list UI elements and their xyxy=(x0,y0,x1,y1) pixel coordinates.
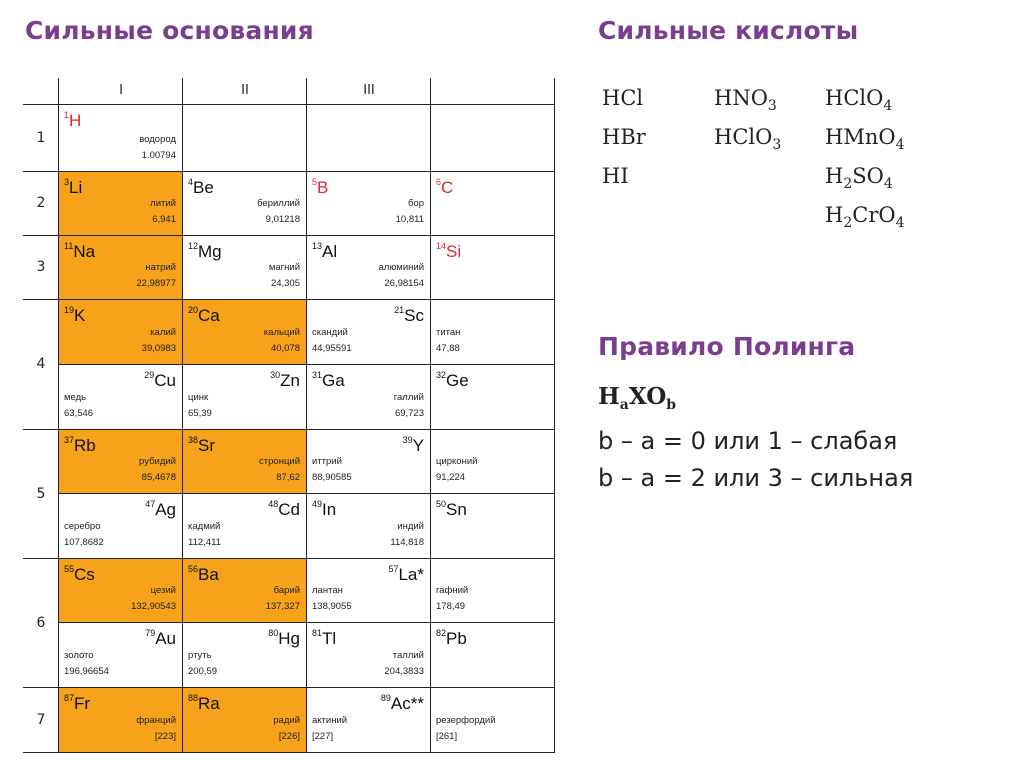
element-symbol: $^{48}$Cd xyxy=(268,499,300,519)
period-number: 2 xyxy=(36,195,46,211)
element-symbol: $^{32}$Ge xyxy=(436,370,469,390)
element-symbol: $^4$Be xyxy=(188,177,214,197)
element-cell xyxy=(431,365,555,430)
element-symbol: $^{19}$K xyxy=(64,305,86,325)
element-cell xyxy=(59,688,183,753)
element-cell xyxy=(59,105,183,172)
element-symbol: $^{80}$Hg xyxy=(268,628,300,648)
rule-weak: b – a = 0 или 1 – слабая xyxy=(598,427,898,455)
element-symbol: $^1$H xyxy=(64,110,82,130)
element-mass: 39,0983 xyxy=(141,343,176,354)
element-name: бериллий xyxy=(257,198,300,209)
element-name: серебро xyxy=(64,521,101,532)
element-mass: [223] xyxy=(154,731,176,742)
element-mass: 85,4678 xyxy=(141,472,176,483)
element-mass: 69,723 xyxy=(394,408,424,419)
element-symbol: $^{56}$Ba xyxy=(188,564,219,584)
element-mass: 114,818 xyxy=(390,537,424,548)
element-mass: 65,39 xyxy=(188,408,212,419)
element-symbol: $^{11}$Na xyxy=(64,241,96,261)
element-symbol: $^{82}$Pb xyxy=(436,628,467,648)
element-cell xyxy=(431,172,555,236)
element-symbol: $^{14}$Si xyxy=(436,241,462,261)
element-name: литий xyxy=(150,198,176,209)
element-mass: 26,98154 xyxy=(384,278,424,289)
element-mass: 1.00794 xyxy=(141,150,176,161)
element-cell xyxy=(431,430,555,494)
element-mass: 47,88 xyxy=(436,343,460,354)
element-symbol: $^{47}$Ag xyxy=(145,499,176,519)
element-cell xyxy=(183,365,307,430)
acid-hi: HI xyxy=(602,164,629,188)
element-mass: 196,96654 xyxy=(64,666,109,677)
element-cell xyxy=(431,623,555,688)
element-symbol: $^{37}$Rb xyxy=(64,435,96,455)
element-name: рубидий xyxy=(139,456,176,467)
acid-hmno4: HMnO$_4$ xyxy=(825,125,905,153)
element-cell xyxy=(59,559,183,623)
element-cell xyxy=(183,236,307,300)
element-mass: 132,90543 xyxy=(131,601,176,612)
element-mass: 10,811 xyxy=(395,214,424,225)
element-symbol: $^{88}$Ra xyxy=(188,693,220,713)
empty-cell xyxy=(431,105,555,172)
element-mass: 24,305 xyxy=(270,278,300,289)
element-cell xyxy=(431,494,555,559)
element-symbol: $^{21}$Sc xyxy=(394,305,424,325)
group-header: III xyxy=(363,83,375,98)
element-symbol: $^{29}$Cu xyxy=(144,370,176,390)
element-cell xyxy=(183,300,307,365)
element-name: цирконий xyxy=(436,456,478,467)
element-mass: 178,49 xyxy=(436,601,466,612)
element-name: алюминий xyxy=(378,262,424,273)
element-name: франций xyxy=(136,715,176,726)
element-name: таллий xyxy=(392,650,424,661)
element-name: резерфордий xyxy=(436,715,496,726)
element-name: натрий xyxy=(145,262,176,273)
element-cell xyxy=(431,236,555,300)
element-cell xyxy=(307,300,431,365)
element-cell xyxy=(59,236,183,300)
acid-h2so4: $H_2SO_4$ xyxy=(825,164,893,192)
element-symbol: $^{79}$Au xyxy=(145,628,176,648)
element-cell xyxy=(307,559,431,623)
element-cell xyxy=(431,559,555,623)
period-number: 5 xyxy=(36,485,46,502)
element-symbol: $^{12}$Mg xyxy=(188,241,222,261)
acid-hno3: $HNO_3$ xyxy=(714,86,777,114)
element-cell xyxy=(59,430,183,494)
element-cell xyxy=(59,300,183,365)
element-cell xyxy=(307,172,431,236)
element-mass: 204,3833 xyxy=(384,666,424,677)
acid-hbr: HBr xyxy=(602,125,646,149)
element-name: лантан xyxy=(312,585,343,596)
element-name: барий xyxy=(273,585,300,596)
acid-hclo3: HClO$_3$ xyxy=(714,125,782,153)
element-cell xyxy=(183,430,307,494)
element-mass: 107,8682 xyxy=(64,537,104,548)
period-number: 3 xyxy=(36,259,46,275)
element-name: кадмий xyxy=(188,521,221,532)
acid-hcl: HCl xyxy=(602,86,644,110)
element-cell xyxy=(183,172,307,236)
element-name: гафний xyxy=(436,585,469,596)
element-cell xyxy=(307,430,431,494)
element-cell xyxy=(183,623,307,688)
element-mass: 9,01218 xyxy=(265,214,300,225)
element-mass: 112,411 xyxy=(188,537,221,548)
acid-hclo4: HClO$_4$ xyxy=(825,86,893,114)
element-mass: 138,9055 xyxy=(312,601,352,612)
element-name: ртуть xyxy=(188,650,212,661)
element-name: кальций xyxy=(263,327,300,338)
periodic-table xyxy=(23,78,496,753)
element-symbol: $^{87}$Fr xyxy=(64,693,91,713)
element-cell xyxy=(59,172,183,236)
element-cell xyxy=(431,300,555,365)
element-name: стронций xyxy=(259,456,300,467)
element-name: бор xyxy=(407,198,424,209)
element-symbol: $^5$B xyxy=(312,177,329,197)
element-name: радий xyxy=(273,715,300,726)
element-symbol: $^{39}$Y xyxy=(402,435,424,455)
pauling-formula: $H_aXO_b$ xyxy=(598,383,677,413)
element-name: водород xyxy=(139,134,176,145)
element-mass: [261] xyxy=(436,731,458,742)
element-cell xyxy=(307,494,431,559)
element-name: индий xyxy=(397,521,424,532)
element-cell xyxy=(307,623,431,688)
element-cell xyxy=(431,688,555,753)
element-name: актиний xyxy=(312,715,348,726)
period-number: 6 xyxy=(36,614,46,631)
period-number: 1 xyxy=(36,129,46,146)
element-name: медь xyxy=(64,392,87,403)
period-number: 4 xyxy=(36,356,46,372)
element-symbol: $^{55}$Cs xyxy=(64,564,95,584)
element-symbol: $^{89}$Ac** xyxy=(380,693,424,713)
element-name: цинк xyxy=(188,392,209,403)
element-mass: 40,078 xyxy=(270,343,300,354)
element-symbol: $^{30}$Zn xyxy=(270,370,300,390)
period-number: 7 xyxy=(36,711,46,728)
header-corner-cell xyxy=(23,78,59,105)
element-cell xyxy=(183,494,307,559)
element-mass: 87,62 xyxy=(276,472,300,483)
element-symbol: $^3$Li xyxy=(64,177,83,197)
strong-bases-heading: Сильные основания xyxy=(25,16,314,45)
element-cell xyxy=(307,236,431,300)
element-name: титан xyxy=(436,327,461,338)
acid-h2cro4: $H_2CrO_4$ xyxy=(825,203,905,231)
element-mass: 63,546 xyxy=(64,408,94,419)
strong-acids-heading: Сильные кислоты xyxy=(598,16,859,45)
element-mass: 200,59 xyxy=(188,666,218,677)
element-cell xyxy=(307,688,431,753)
element-symbol: $^{20}$Ca xyxy=(188,305,220,325)
element-symbol: $^{13}$Al xyxy=(312,241,338,261)
element-cell xyxy=(307,365,431,430)
pauling-rule-heading: Правило Полинга xyxy=(598,332,856,361)
element-cell xyxy=(59,623,183,688)
element-mass: 91,224 xyxy=(436,472,466,483)
element-cell xyxy=(59,365,183,430)
element-symbol: $^{49}$In xyxy=(312,499,337,519)
element-cell xyxy=(183,559,307,623)
element-name: калий xyxy=(150,327,176,338)
element-symbol: $^{81}$Tl xyxy=(312,628,337,648)
element-name: галлий xyxy=(393,392,424,403)
element-symbol: $^{38}$Sr xyxy=(188,435,216,455)
element-mass: [226] xyxy=(278,731,300,742)
element-symbol: $^{50}$Sn xyxy=(436,499,467,519)
element-name: скандий xyxy=(312,327,348,338)
element-cell xyxy=(183,688,307,753)
group-header: I xyxy=(119,83,123,98)
empty-cell xyxy=(307,105,431,172)
element-mass: [227] xyxy=(312,731,334,742)
element-mass: 88,90585 xyxy=(312,472,352,483)
element-name: цезий xyxy=(150,585,176,596)
element-mass: 137,327 xyxy=(265,601,300,612)
rule-strong: b – a = 2 или 3 – сильная xyxy=(598,464,914,492)
element-symbol: $^{31}$Ga xyxy=(312,370,345,390)
element-mass: 6,941 xyxy=(152,214,176,225)
element-mass: 22,98977 xyxy=(136,278,176,289)
group-header-cell xyxy=(431,78,555,105)
element-symbol: $^{57}$La* xyxy=(388,564,424,584)
element-mass: 44,95591 xyxy=(312,343,352,354)
element-name: магний xyxy=(268,262,300,273)
element-symbol: $^6$C xyxy=(436,177,454,197)
empty-cell xyxy=(183,105,307,172)
element-name: иттрий xyxy=(312,456,342,467)
group-header: II xyxy=(241,83,249,98)
element-name: золото xyxy=(64,650,94,661)
element-cell xyxy=(59,494,183,559)
